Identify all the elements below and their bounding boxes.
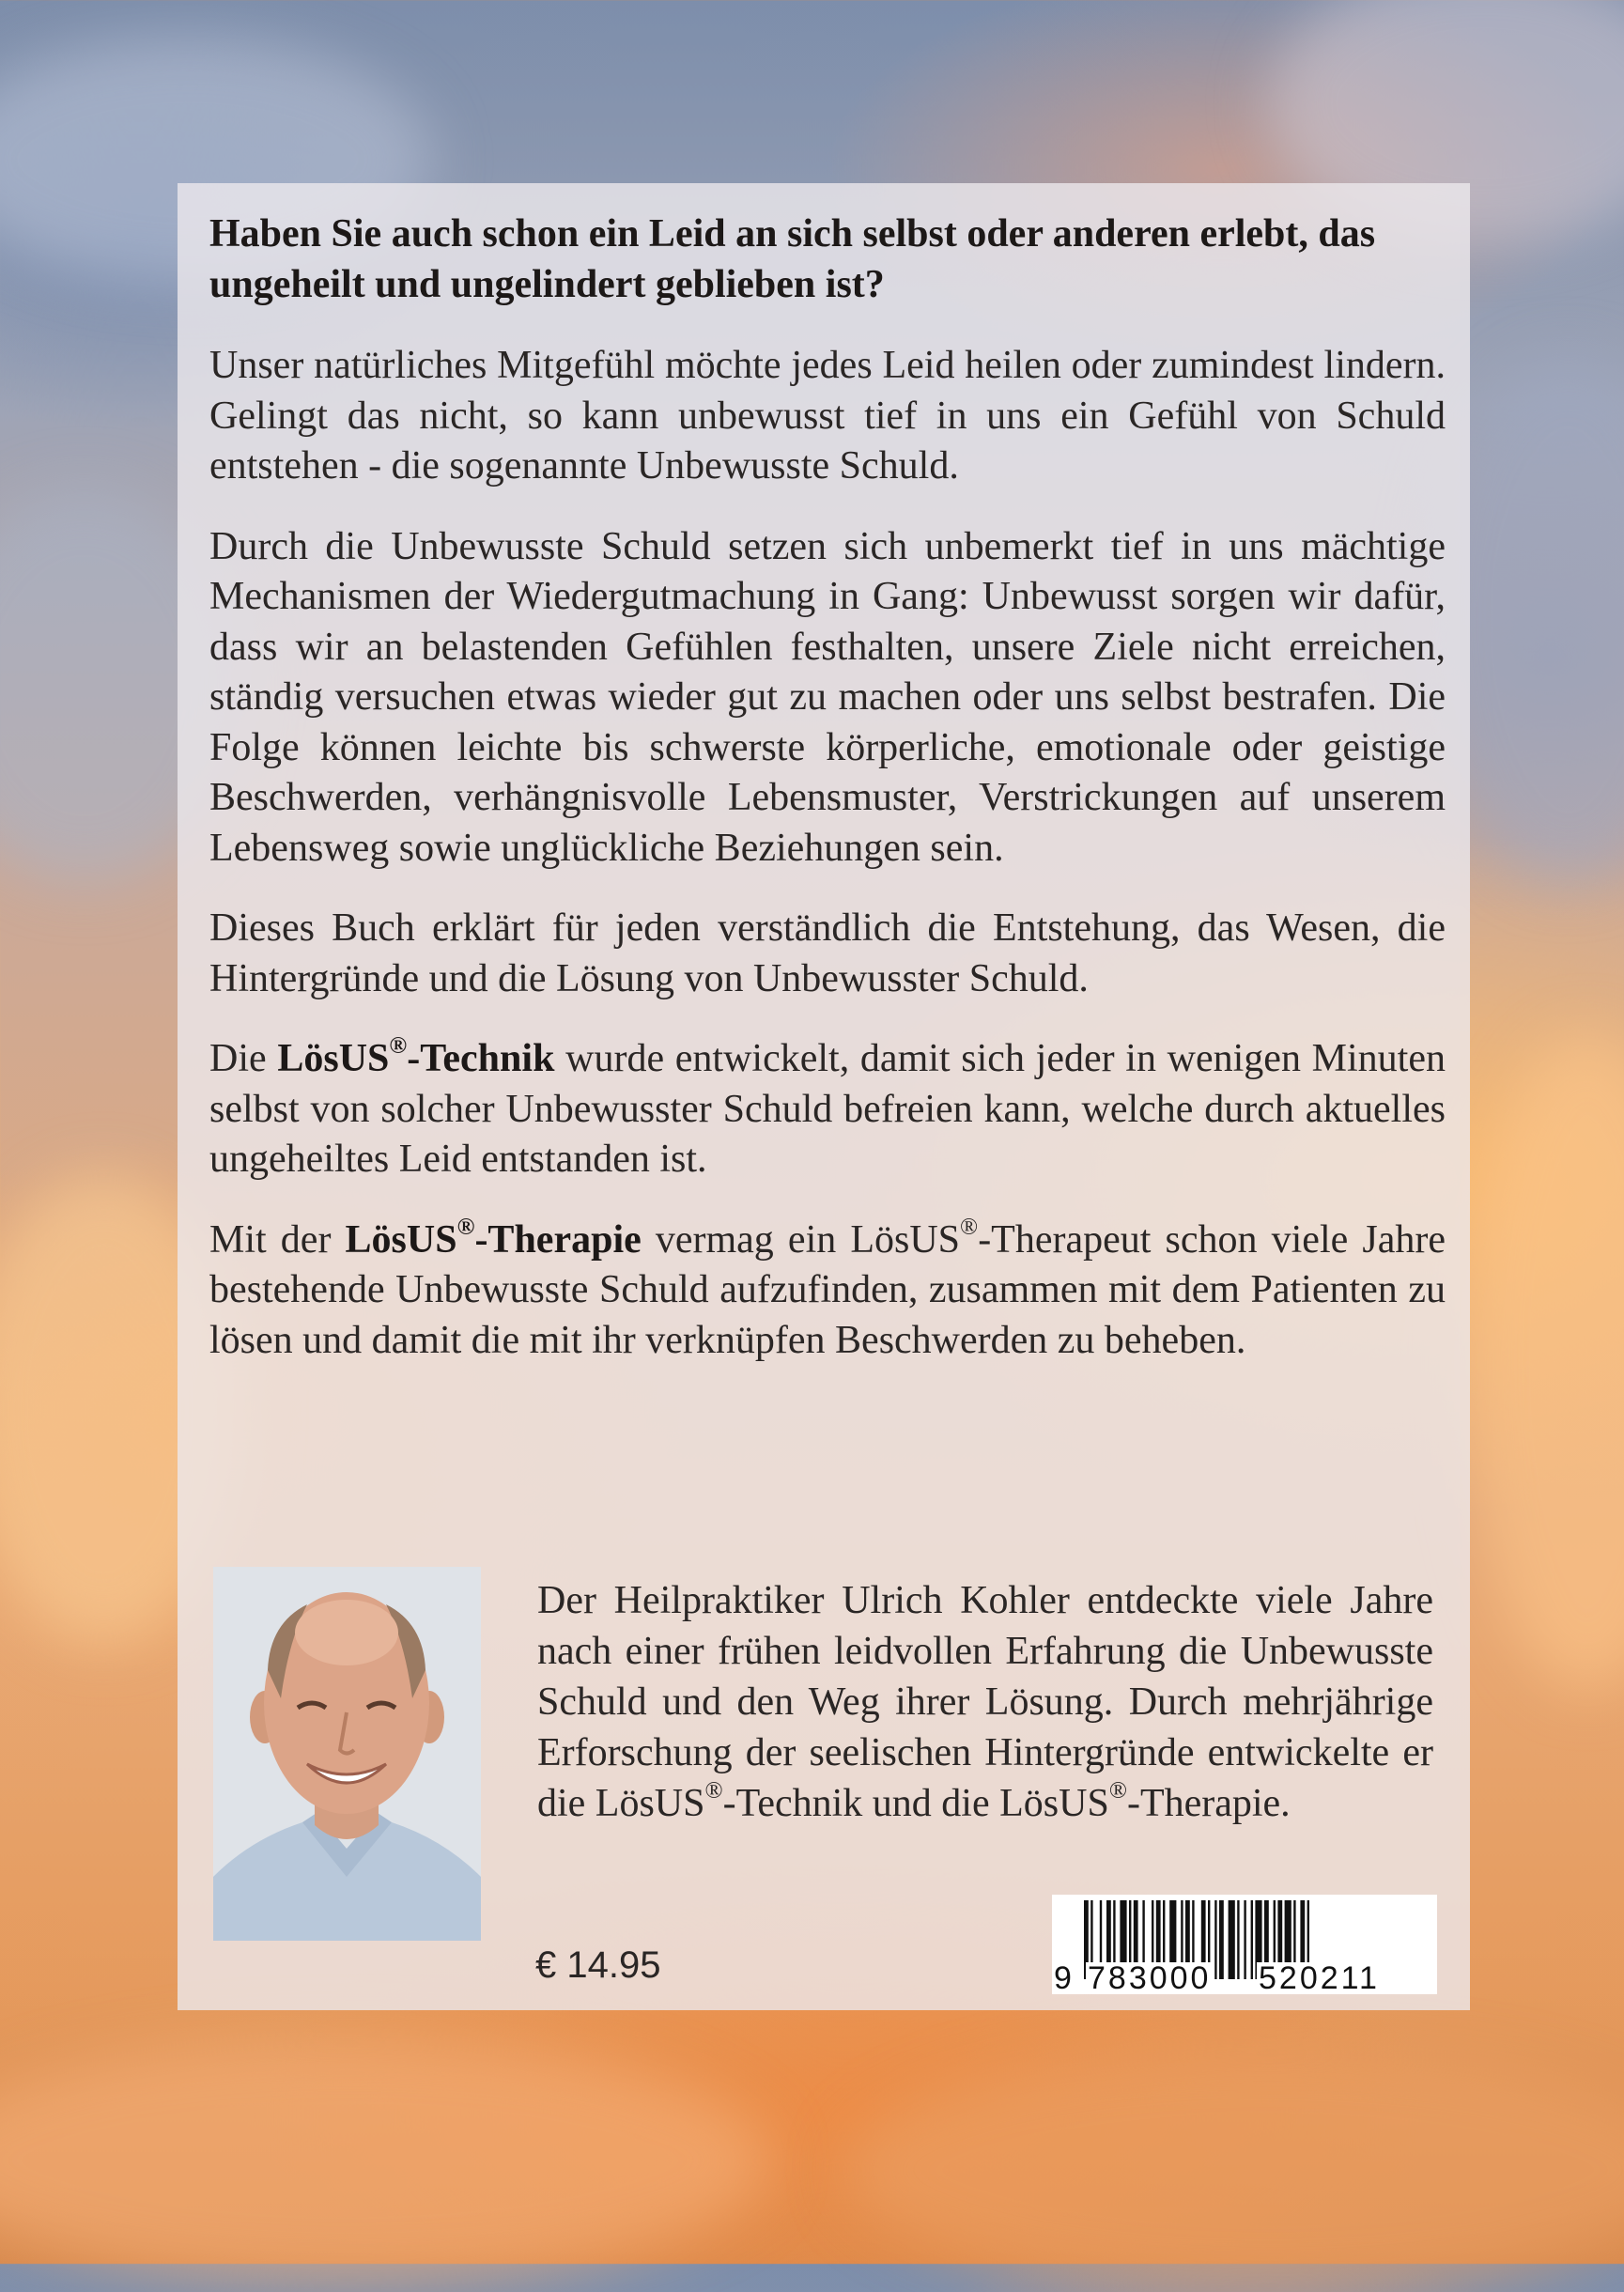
isbn-barcode — [1052, 1895, 1437, 1994]
registered-mark: ® — [1108, 1778, 1127, 1804]
isbn-digits — [1052, 1962, 1437, 1994]
paragraph-5 — [209, 1216, 1446, 1367]
blurb — [209, 209, 1446, 1396]
paragraph-5-lead: Mit der — [209, 1217, 346, 1262]
author-portrait — [213, 1567, 481, 1941]
author-bio-part-3: -Therapie. — [1126, 1782, 1291, 1825]
therapy-term-name: LösUS — [345, 1217, 457, 1262]
author-bio-part-1: Der Heilpraktiker Ulrich Kohler entdeckte viele Jahre nach einer frühen leidvollen Erfahrung die Unbewusste Schuld und den Weg ihrer Lösung. Durch mehrjährige Erforschung der seelischen Hintergründe entwickelte er die LösUS — [537, 1579, 1433, 1825]
price-label: € 14.95 — [535, 1944, 661, 1986]
paragraph-4 — [209, 1034, 1446, 1185]
paragraph-2: Durch die Unbewusste Schuld setzen sich unbemerkt tief in uns mächtige Mechanismen der Wiedergutmachung in Gang: Unbewusst sorgen wir dafür, dass wir an belastenden Gefühlen festhalten, unsere Ziele nicht erreichen, ständig versuchen etwas wieder gut zu machen oder uns selbst bestrafen. Die Folge können leichte bis schwerste körperliche, emotionale oder geistige Beschwerden, verhängnisvolle Lebensmuster, Verstrickungen auf unserem Lebensweg sowie unglückliche Beziehungen sein. — [209, 524, 1446, 870]
headline-question: Haben Sie auch schon ein Leid an sich selbst oder anderen erlebt, das ungeheilt und ungelindert geblieben ist? — [209, 212, 1376, 306]
therapy-term — [345, 1214, 642, 1262]
registered-mark: ® — [389, 1033, 408, 1060]
paragraph-5-mid: vermag ein LösUS — [641, 1217, 961, 1262]
registered-mark: ® — [704, 1778, 723, 1804]
registered-mark: ® — [456, 1214, 475, 1240]
author-bio — [537, 1575, 1433, 1829]
paragraph-4-rest: wurde entwickelt, damit sich jeder in wenigen Minuten selbst von solcher Unbewusster Schuld befreien kann, welche durch aktuelles ungeheiltes Leid entstanden ist. — [209, 1037, 1446, 1181]
technique-term-name: LösUS — [277, 1037, 390, 1080]
paragraph-5-rest: -Therapeut schon viele Jahre bestehende Unbewusste Schuld aufzufinden, zusammen mit dem Patienten zu lösen und damit die mit ihr verknüpfen Beschwerden zu beheben. — [209, 1217, 1446, 1362]
registered-mark: ® — [960, 1214, 979, 1240]
paragraph-4-lead: Die — [209, 1037, 278, 1080]
author-bio-part-2: -Technik und die LösUS — [722, 1782, 1109, 1825]
paragraph-3: Dieses Buch erklärt für jeden verständlich die Entstehung, das Wesen, die Hintergründe und die Lösung von Unbewusster Schuld. — [209, 906, 1446, 1000]
technique-term-suffix: -Technik — [407, 1037, 555, 1080]
author-portrait-drawing — [213, 1567, 481, 1941]
cloud-decoration — [845, 2048, 1624, 2292]
isbn-group-1: 783000 — [1088, 1960, 1212, 1996]
cloud-decoration — [0, 2038, 770, 2283]
technique-term — [277, 1033, 555, 1080]
isbn-lead-digit: 9 — [1054, 1960, 1075, 1996]
isbn-group-2: 520211 — [1259, 1960, 1380, 1996]
therapy-term-suffix: -Therapie — [474, 1217, 642, 1262]
cloud-decoration — [1465, 1033, 1624, 1691]
paragraph-1: Unser natürliches Mitgefühl möchte jedes Leid heilen oder zumindest lindern. Gelingt das nicht, so kann unbewusst tief in uns ein Gefühl von Schuld entstehen - die sogenannte Unbewusste Schuld. — [209, 344, 1446, 488]
